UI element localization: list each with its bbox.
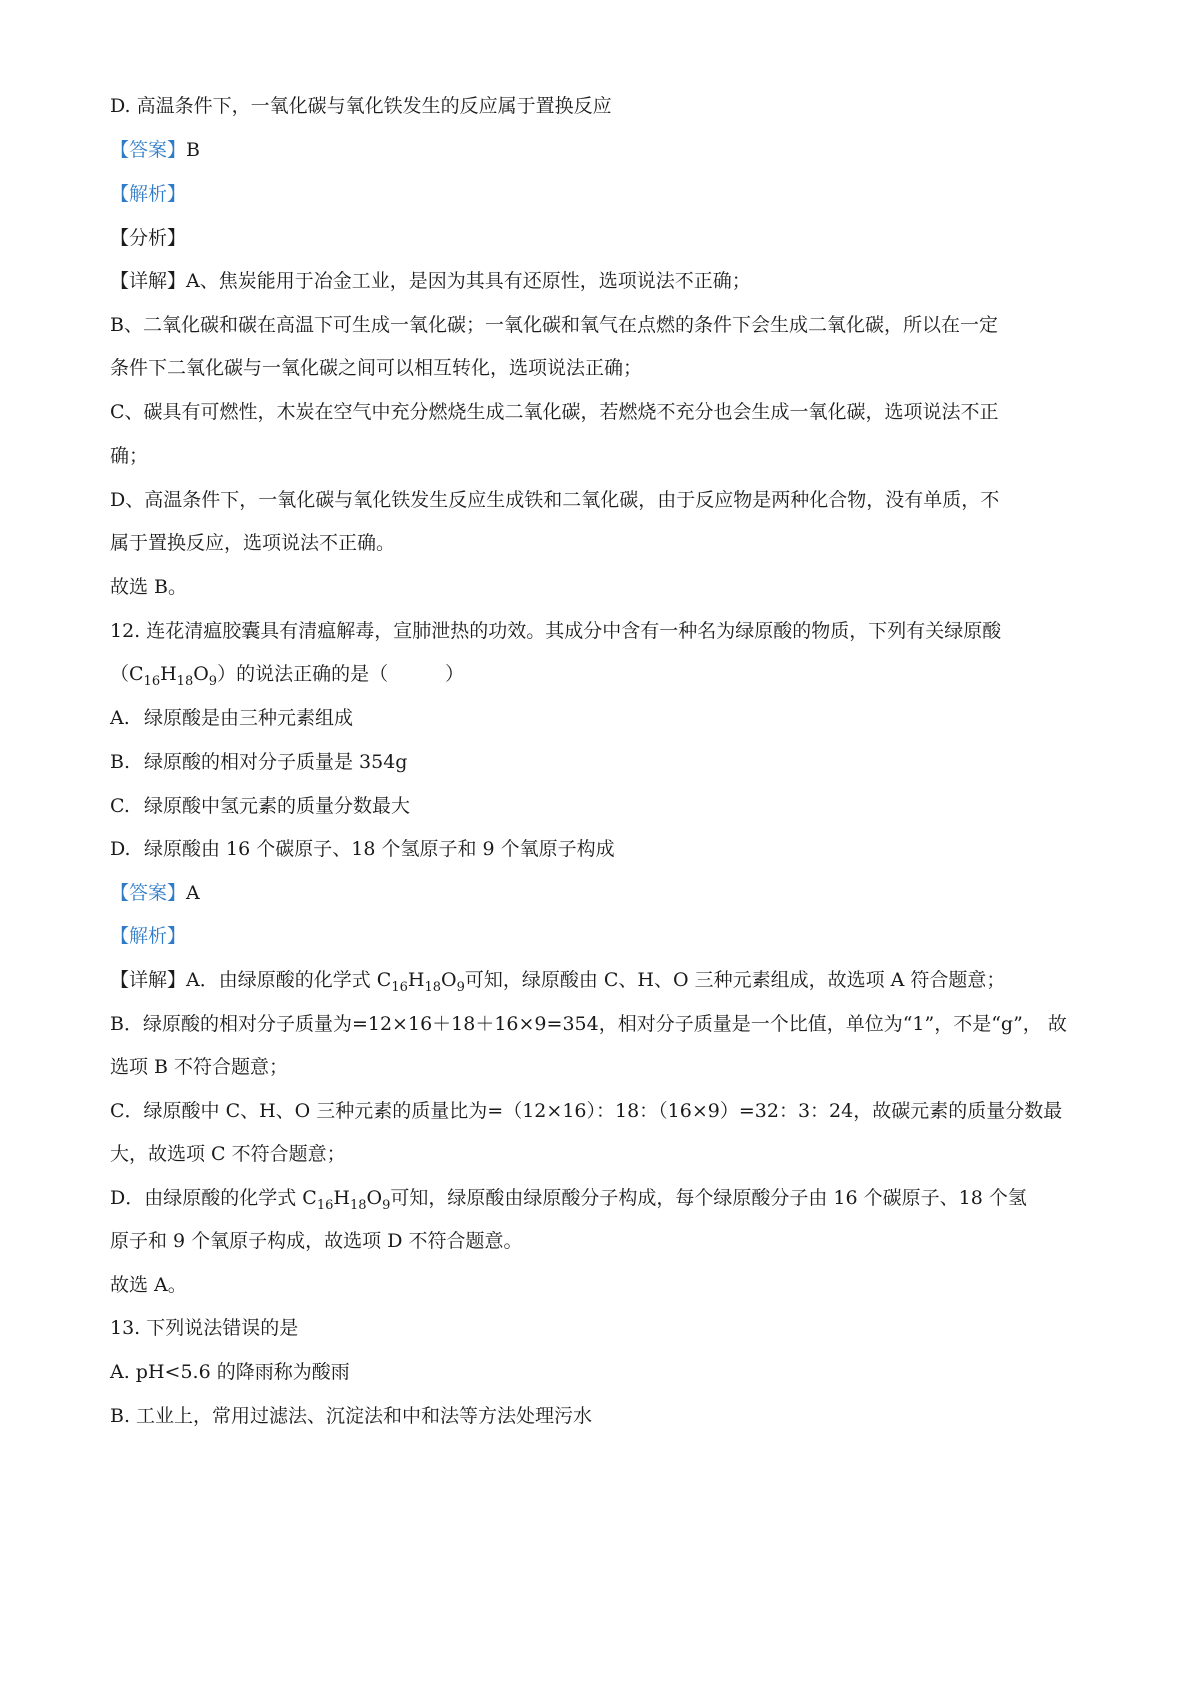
option-text: 绿原酸是由三种元素组成 — [144, 707, 354, 729]
q13-option-a: A. pH<5.6 的降雨称为酸雨 — [110, 1361, 350, 1383]
q12-detail-b2: 选项 B 不符合题意； — [110, 1056, 289, 1078]
sub-9: 9 — [456, 980, 465, 995]
q12-detail-b1: B．绿原酸的相对分子质量为=12×16＋18＋16×9=354，相对分子质量是一个比值，单位为“1”，不是“g”， 故 — [110, 1013, 1067, 1035]
q13-stem: 13. 下列说法错误的是 — [110, 1317, 299, 1339]
option-letter: A. — [110, 707, 130, 729]
q12-analysis-tag — [110, 922, 1100, 950]
analysis-tag: 【解析】 — [110, 183, 187, 205]
o-symbol: O — [193, 663, 209, 685]
sub-18: 18 — [424, 980, 441, 995]
detail-a-pre: A．由绿原酸的化学式 C — [186, 969, 392, 991]
detail-tag: 【详解】 — [110, 969, 187, 991]
h-symbol: H — [160, 663, 177, 685]
answer-tag: 【答案】 — [110, 882, 187, 904]
option-letter: D. — [110, 838, 131, 860]
q12-option-b — [110, 748, 1100, 776]
q11-detail-d2: 属于置换反应，选项说法不正确。 — [110, 532, 396, 554]
answer-value: A — [186, 882, 200, 904]
q11-detail-d1: D、高温条件下，一氧化碳与氧化铁发生反应生成铁和二氧化碳，由于反应物是两种化合物，没有单质，不 — [110, 489, 1000, 511]
q11-fenxi-tag — [110, 224, 1100, 252]
option-text: 绿原酸的相对分子质量是 354g — [144, 751, 408, 773]
detail-a-text: A、焦炭能用于冶金工业，是因为其具有还原性，选项说法不正确； — [186, 270, 751, 292]
o-symbol: O — [441, 969, 457, 991]
answer-tag: 【答案】 — [110, 139, 187, 161]
q12-detail-d1 — [110, 1184, 1100, 1212]
q12-option-a — [110, 704, 1100, 732]
o-symbol: O — [366, 1187, 383, 1209]
detail-a-post: 可知，绿原酸由 C、H、O 三种元素组成，故选项 A 符合题意； — [464, 969, 1006, 991]
fenxi-tag: 【分析】 — [110, 227, 187, 249]
option-text: 绿原酸中氢元素的质量分数最大 — [144, 795, 411, 817]
q12-option-c — [110, 792, 1100, 820]
q11-detail-b2: 条件下二氧化碳与一氧化碳之间可以相互转化，选项说法正确； — [110, 357, 643, 379]
sub-16: 16 — [143, 674, 161, 689]
q12-answer — [110, 879, 1100, 907]
option-letter: B. — [110, 751, 131, 773]
detail-tag: 【详解】 — [110, 270, 187, 292]
q11-conclusion: 故选 B。 — [110, 576, 188, 598]
detail-d-pre: D．由绿原酸的化学式 C — [110, 1187, 317, 1209]
sub-18: 18 — [176, 674, 194, 689]
stem-close: ）的说法正确的是（ ） — [217, 663, 465, 685]
q11-detail-a — [110, 267, 1100, 295]
q11-detail-b1: B、二氧化碳和碳在高温下可生成一氧化碳；一氧化碳和氧气在点燃的条件下会生成二氧化碳，所以在一定 — [110, 314, 998, 336]
sub-16: 16 — [391, 980, 408, 995]
sub-9: 9 — [208, 674, 218, 689]
q12-option-d — [110, 835, 1100, 863]
answer-value: B — [186, 139, 200, 161]
option-letter: C. — [110, 795, 130, 817]
q12-conclusion: 故选 A。 — [110, 1274, 187, 1296]
detail-d-post: 可知，绿原酸由绿原酸分子构成，每个绿原酸分子由 16 个碳原子、18 个氢 — [390, 1187, 1027, 1209]
h-symbol: H — [333, 1187, 350, 1209]
q12-detail-c2: 大，故选项 C 不符合题意； — [110, 1143, 346, 1165]
stem-open: （C — [110, 663, 144, 685]
analysis-tag: 【解析】 — [110, 925, 187, 947]
q12-stem-line1: 12. 连花清瘟胶囊具有清瘟解毒，宣肺泄热的功效。其成分中含有一种名为绿原酸的物质，下列有关绿原酸 — [110, 620, 1002, 642]
q11-option-d: D. 高温条件下，一氧化碳与氧化铁发生的反应属于置换反应 — [110, 95, 612, 117]
q12-detail-c1: C．绿原酸中 C、H、O 三种元素的质量比为=（12×16）：18：（16×9）=32：3：24，故碳元素的质量分数最 — [110, 1100, 1063, 1122]
sub-18: 18 — [349, 1198, 367, 1213]
q11-answer — [110, 136, 1100, 164]
q12-detail-d2: 原子和 9 个氧原子构成，故选项 D 不符合题意。 — [110, 1230, 523, 1252]
q11-detail-c1: C、碳具有可燃性，木炭在空气中充分燃烧生成二氧化碳，若燃烧不充分也会生成一氧化碳，选项说法不正 — [110, 401, 999, 423]
q11-analysis-tag — [110, 180, 1100, 208]
q11-detail-c2: 确； — [110, 445, 149, 467]
sub-9: 9 — [382, 1198, 391, 1213]
h-symbol: H — [407, 969, 425, 991]
option-text: 绿原酸由 16 个碳原子、18 个氢原子和 9 个氧原子构成 — [144, 838, 615, 860]
q13-option-b: B. 工业上，常用过滤法、沉淀法和中和法等方法处理污水 — [110, 1405, 593, 1427]
sub-16: 16 — [316, 1198, 334, 1213]
q12-detail-a — [110, 966, 1100, 994]
q12-stem-line2 — [110, 660, 1100, 688]
